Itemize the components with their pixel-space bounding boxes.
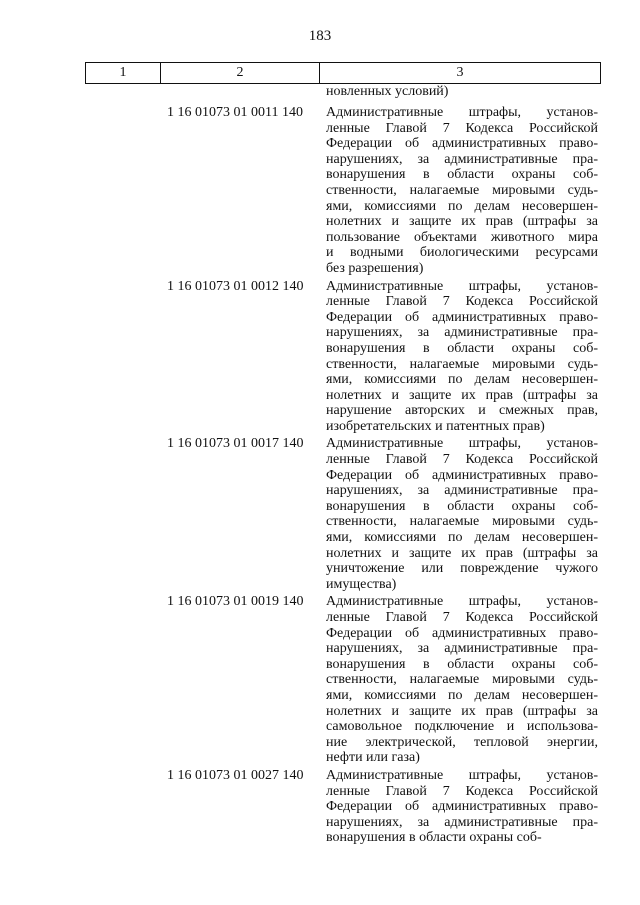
budget-code: 1 16 01073 01 0019 140 [167, 594, 304, 610]
description-line: уничтожение или повреждение чужого [326, 561, 598, 577]
description-line: вонарушения в области охраны соб- [326, 340, 598, 356]
description-line: нарушениях, за административные пра- [326, 483, 598, 499]
description-line: нолетних и защите их прав (штрафы за [326, 703, 598, 719]
description-line: ленные Главой 7 Кодекса Российской [326, 783, 598, 799]
budget-code: 1 16 01073 01 0011 140 [167, 105, 303, 120]
table-header [85, 62, 601, 84]
description-line: Административные штрафы, установ- [326, 767, 598, 783]
description-line: нолетних и защите их прав (штрафы за [326, 545, 598, 561]
description-line: ственности, налагаемые мировыми судь- [326, 672, 598, 688]
column-header-2: 2 [161, 63, 320, 83]
description-line: ние электрической, тепловой энергии, [326, 734, 598, 750]
code-description [326, 436, 598, 592]
table-row [85, 768, 601, 846]
description-line: Федерации об административных право- [326, 467, 598, 483]
description-line: Федерации об административных право- [326, 625, 598, 641]
page-number: 183 [308, 28, 332, 44]
description-line: вонарушения в области охраны соб- [326, 498, 598, 514]
description-line: ленные Главой 7 Кодекса Российской [326, 120, 598, 136]
description-line: ственности, налагаемые мировыми судь- [326, 356, 598, 372]
description-line: ственности, налагаемые мировыми судь- [326, 514, 598, 530]
description-line: вонарушения в области охраны соб- [326, 167, 598, 183]
description-line: Административные штрафы, установ- [326, 594, 598, 610]
description-line: Федерации об административных право- [326, 799, 598, 815]
description-line: и водными биологическими ресурсами [326, 245, 598, 261]
description-line: Федерации об административных право- [326, 309, 598, 325]
description-line: ленные Главой 7 Кодекса Российской [326, 452, 598, 468]
budget-code: 1 16 01073 01 0017 140 [167, 436, 304, 452]
description-line: вонарушения в области охраны соб- [326, 656, 598, 672]
table-row [85, 279, 601, 435]
description-line: имущества) [326, 576, 397, 592]
description-line: нолетних и защите их прав (штрафы за [326, 387, 598, 403]
code-description [326, 279, 598, 435]
column-header-3: 3 [456, 65, 464, 80]
table-row [85, 105, 601, 277]
description-line: Административные штрафы, установ- [326, 105, 598, 120]
code-description [326, 105, 598, 277]
description-line: нолетних и защите их прав (штрафы за [326, 214, 598, 230]
description-line: ями, комиссиями по делам несовершен- [326, 372, 598, 388]
description-line: Административные штрафы, установ- [326, 436, 598, 452]
table-body [85, 105, 601, 848]
description-line: нефти или газа) [326, 750, 420, 766]
description-line: самовольное подключение и использова- [326, 719, 598, 735]
description-line: Административные штрафы, установ- [326, 278, 598, 294]
description-line: без разрешения) [326, 260, 424, 276]
description-line: ями, комиссиями по делам несовершен- [326, 198, 598, 214]
description-line: ями, комиссиями по делам несовершен- [326, 687, 598, 703]
code-description [326, 594, 598, 766]
description-line: нарушениях, за административные пра- [326, 325, 598, 341]
description-line: изобретательских и патентных прав) [326, 418, 545, 434]
budget-code: 1 16 01073 01 0027 140 [167, 767, 304, 783]
description-line: нарушениях, за административные пра- [326, 151, 598, 167]
description-line: нарушениях, за административные пра- [326, 641, 598, 657]
description-line: нарушение авторских и смежных прав, [326, 403, 598, 419]
description-line: нарушениях, за административные пра- [326, 814, 598, 830]
description-line: пользование объектами животного мира [326, 229, 598, 245]
table-row [85, 594, 601, 766]
description-line: ственности, налагаемые мировыми судь- [326, 182, 598, 198]
budget-code: 1 16 01073 01 0012 140 [167, 278, 304, 294]
description-line: ями, комиссиями по делам несовершен- [326, 530, 598, 546]
description-line: ленные Главой 7 Кодекса Российской [326, 294, 598, 310]
column-header-1: 1 [86, 63, 161, 83]
description-line: вонарушения в области охраны соб- [326, 830, 542, 846]
code-description [326, 768, 598, 846]
table-row [85, 436, 601, 592]
description-line: ленные Главой 7 Кодекса Российской [326, 610, 598, 625]
description-line: Федерации об административных право- [326, 136, 598, 152]
carry-over-text: новленных условий) [326, 84, 449, 99]
